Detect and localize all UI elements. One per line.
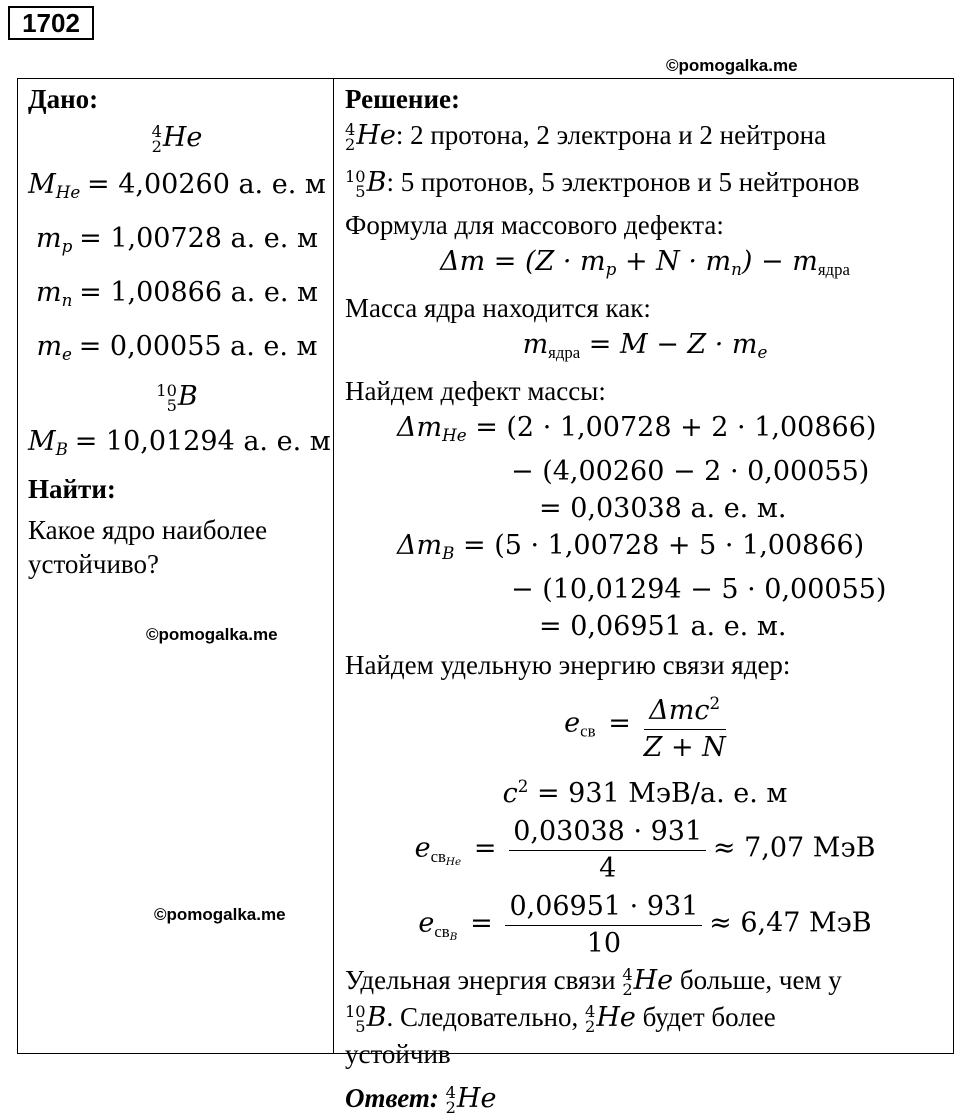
conclusion-line2: 10 5 B. Следовательно, 4 2 He будет более (345, 1002, 776, 1036)
solution-title: Решение: (345, 84, 460, 114)
nucleus-mass-formula: $m_{ядра} = M - Z \cdot m_e$ (522, 329, 768, 363)
watermark-top: ©pomogalka.me (666, 56, 798, 75)
helium-defect-line3: = 0,03038 а. е. м. (539, 493, 787, 525)
boron-binding-energy: $e_{св_B}$ = $\frac{0,06951 \cdot 931}{10}$ ≈ 6,47 МэВ (418, 891, 872, 960)
defect-formula: $\Delta m = (Z \cdot m_p + N \cdot m_n) - m_{ядра}$ (440, 246, 850, 280)
binding-energy-formula: $e_{св}$ = $\frac{\Delta mc^2}{Z + N}$ (345, 685, 945, 766)
given-boron-mass: $M_B = 10,01294$ а. е. м (28, 426, 331, 460)
watermark-middle: ©pomogalka.me (146, 625, 278, 644)
boron-defect-line2: − (10,01294 − 5 · 0,00055) (511, 574, 887, 606)
find-title: Найти: (28, 474, 116, 505)
given-column (28, 81, 331, 581)
helium-defect-line2: − (4,00260 − 2 · 0,00055) (511, 456, 870, 488)
defect-formula-label: Формула для массового дефекта: (345, 210, 724, 240)
column-divider (333, 79, 334, 1053)
given-helium-nuclide: 4 2 He (151, 122, 203, 156)
helium-composition: 4 2 He: 2 протона, 2 электрона и 2 нейтрона (345, 120, 827, 154)
solution-column (345, 81, 945, 1117)
watermark-bottom: ©pomogalka.me (154, 905, 286, 924)
given-neutron-mass: $m_n = 1,00866$ а. е. м (36, 277, 318, 311)
solution-table (17, 78, 954, 1117)
c-squared-line: $c^2 = 931$ МэВ/а. е. м (502, 776, 788, 810)
find-defect-label: Найдем дефект массы: (345, 376, 606, 407)
given-title: Дано: (28, 84, 99, 114)
problem-number: 1702 (8, 6, 94, 40)
answer-line: Ответ: 4 2 He (345, 1083, 497, 1117)
conclusion-line3: устойчив (345, 1039, 451, 1070)
nucleus-mass-label: Масса ядра находится как: (345, 293, 651, 324)
helium-binding-energy: $e_{св_{He}}$ = $\frac{0,03038 \cdot 931}{4}$ ≈ 7,07 МэВ (414, 816, 876, 885)
boron-defect-line3: = 0,06951 а. е. м. (539, 611, 787, 643)
boron-composition: 10 5 B: 5 протонов, 5 электронов и 5 нейтронов (345, 167, 860, 201)
helium-defect-line1: $\Delta m_{He} = (2 \cdot 1,00728 + 2 \cdot 1,00866)$ (397, 412, 877, 446)
binding-energy-label: Найдем удельную энергию связи ядер: (345, 650, 791, 681)
given-boron-nuclide: 10 5 B (156, 381, 198, 415)
given-proton-mass: $m_p = 1,00728$ а. е. м (36, 223, 318, 257)
conclusion-line1: Удельная энергия связи 4 2 He больше, чем у (345, 965, 842, 999)
boron-defect-line1: $\Delta m_B = (5 \cdot 1,00728 + 5 \cdot 1,00866)$ (397, 530, 865, 564)
find-question: Какое ядро наиболее устойчиво? (28, 515, 268, 580)
given-electron-mass: $m_e = 0,00055$ а. е. м (36, 331, 318, 365)
given-helium-mass: $M_{He} = 4,00260$ а. е. м (28, 169, 326, 203)
